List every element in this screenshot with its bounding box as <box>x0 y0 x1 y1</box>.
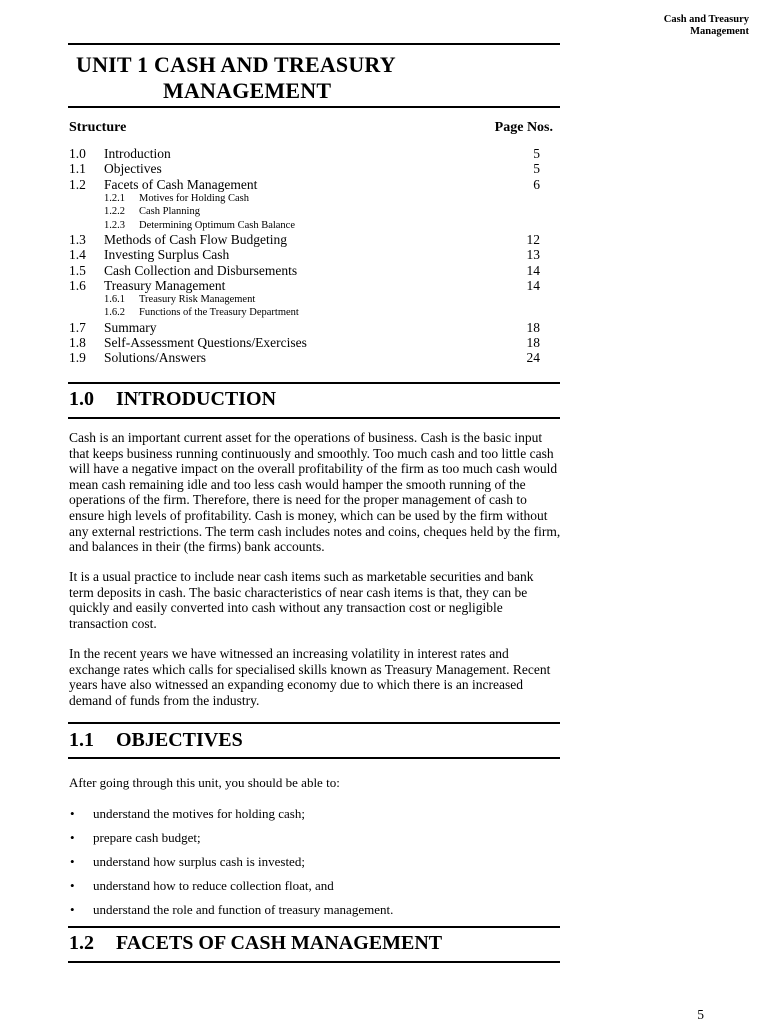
objective-item <box>69 830 561 854</box>
section-title: FACETS OF CASH MANAGEMENT <box>116 932 443 954</box>
toc-number: 1.0 <box>69 146 86 161</box>
toc-number: 1.3 <box>69 231 86 247</box>
toc-label: Facets of Cash Management <box>104 176 258 192</box>
facets-bottom-rule <box>68 961 560 963</box>
toc-label: Determining Optimum Cash Balance <box>139 219 296 231</box>
section-heading-objectives <box>69 729 243 752</box>
running-head-line2: Management <box>690 26 749 37</box>
unit-title-line1: UNIT 1 CASH AND TREASURY <box>76 52 396 77</box>
structure-header <box>69 120 553 136</box>
bullet-icon: • <box>70 830 75 845</box>
toc-page: 18 <box>526 335 540 351</box>
toc-label: Introduction <box>104 146 171 161</box>
bullet-icon: • <box>70 902 75 917</box>
section-title: INTRODUCTION <box>116 388 277 410</box>
intro-top-rule <box>68 382 560 384</box>
toc-page: 6 <box>533 176 540 192</box>
page-nos-heading: Page Nos. <box>494 120 553 135</box>
toc-label: Solutions/Answers <box>104 350 207 366</box>
toc-number: 1.2 <box>69 176 86 192</box>
toc-number: 1.6.2 <box>104 307 125 319</box>
objective-item <box>69 854 561 878</box>
toc-page: 13 <box>526 247 540 263</box>
toc-entry <box>69 247 540 262</box>
intro-paragraph-2: It is a usual practice to include near cash items such as marketable securities and bank term deposits in cash. The basic characteristics of near cash items is that, they can be quickly and easily converted into cash without any transaction cost or negligible transaction cost. <box>69 569 534 631</box>
objective-item <box>69 806 561 830</box>
toc-label: Cash Planning <box>139 206 200 218</box>
toc-entry <box>69 177 540 192</box>
toc-page: 5 <box>533 146 540 161</box>
objectives-top-rule <box>68 722 560 724</box>
objectives-list <box>69 806 561 926</box>
toc-number: 1.1 <box>69 161 86 177</box>
toc-page: 24 <box>526 350 540 366</box>
page-number: 5 <box>697 1007 704 1022</box>
toc-label: Functions of the Treasury Department <box>139 307 299 319</box>
toc-label: Investing Surplus Cash <box>104 247 230 263</box>
toc-number: 1.9 <box>69 350 86 366</box>
toc-label: Treasury Risk Management <box>139 294 256 306</box>
toc-number: 1.5 <box>69 262 86 278</box>
toc-number: 1.2.1 <box>104 193 125 205</box>
bullet-icon: • <box>70 854 75 869</box>
section-number: 1.2 <box>69 932 94 954</box>
toc-entry <box>69 278 540 293</box>
structure-heading: Structure <box>69 120 127 135</box>
intro-bottom-rule <box>68 417 560 419</box>
toc-number: 1.2.3 <box>104 219 125 231</box>
objective-item <box>69 878 561 902</box>
toc-entry <box>69 263 540 278</box>
objective-text: understand how to reduce collection float, and <box>93 878 334 893</box>
toc-entry <box>69 205 540 218</box>
toc-entry <box>69 219 540 232</box>
section-number: 1.0 <box>69 388 94 410</box>
toc-page: 18 <box>526 319 540 335</box>
toc-entry <box>69 192 540 205</box>
section-number: 1.1 <box>69 729 94 751</box>
toc-page: 12 <box>526 231 540 247</box>
toc-label: Objectives <box>104 161 162 177</box>
objectives-lead: After going through this unit, you should be able to: <box>69 775 340 790</box>
toc-label: Summary <box>104 319 157 335</box>
toc-entry <box>69 146 540 161</box>
toc-label: Self-Assessment Questions/Exercises <box>104 335 307 351</box>
toc-entry <box>69 293 540 306</box>
title-top-rule <box>68 43 560 45</box>
toc-entry <box>69 161 540 176</box>
unit-title <box>76 52 396 104</box>
section-title: OBJECTIVES <box>116 729 243 751</box>
objective-text: understand how surplus cash is invested; <box>93 854 305 869</box>
section-heading-facets <box>69 932 442 955</box>
toc-entry <box>69 335 540 350</box>
title-bottom-rule <box>68 106 560 108</box>
toc-number: 1.2.2 <box>104 206 125 218</box>
objective-text: understand the role and function of treasury management. <box>93 902 394 917</box>
table-of-contents <box>69 146 540 366</box>
bullet-icon: • <box>70 806 75 821</box>
running-head <box>549 14 749 38</box>
toc-entry <box>69 232 540 247</box>
toc-entry <box>69 350 540 365</box>
bullet-icon: • <box>70 878 75 893</box>
toc-number: 1.7 <box>69 319 86 335</box>
toc-page: 14 <box>526 277 540 293</box>
toc-number: 1.6.1 <box>104 294 125 306</box>
intro-paragraph-1: Cash is an important current asset for the operations of business. Cash is the basic input that keeps business running continuously and smoothly. Too much cash and too little cash will have a negative impact on the overall profitability of the firm as too much cash would mean cash remaining idle and too less cash would hamper the smooth running of the operations of the firm. Therefore, there is need for the proper management of cash to ensure high levels of profitability. Cash is money, which can be used by the firm without any external restrictions. The term cash includes notes and coins, cheques held by the firm, and balances in their (the firms) bank accounts. <box>69 430 561 555</box>
toc-number: 1.8 <box>69 335 86 351</box>
intro-paragraph-3: In the recent years we have witnessed an increasing volatility in interest rates and exchange rates which calls for specialised skills known as Treasury Management. Recent years have also witnessed an expanding economy due to which there is an increased demand of funds from the industry. <box>69 646 551 708</box>
toc-page: 14 <box>526 262 540 278</box>
toc-entry <box>69 306 540 319</box>
unit-title-line2: MANAGEMENT <box>163 78 332 103</box>
objective-text: prepare cash budget; <box>93 830 201 845</box>
toc-number: 1.6 <box>69 277 86 293</box>
running-head-line1: Cash and Treasury <box>663 14 749 25</box>
toc-entry <box>69 320 540 335</box>
objective-text: understand the motives for holding cash; <box>93 806 305 821</box>
objective-item <box>69 902 561 926</box>
section-heading-introduction <box>69 388 276 411</box>
toc-number: 1.4 <box>69 247 86 263</box>
toc-label: Motives for Holding Cash <box>139 193 249 205</box>
facets-top-rule <box>68 926 560 928</box>
toc-label: Treasury Management <box>104 277 226 293</box>
toc-label: Methods of Cash Flow Budgeting <box>104 231 288 247</box>
toc-page: 5 <box>533 161 540 177</box>
toc-label: Cash Collection and Disbursements <box>104 262 298 278</box>
objectives-bottom-rule <box>68 757 560 759</box>
